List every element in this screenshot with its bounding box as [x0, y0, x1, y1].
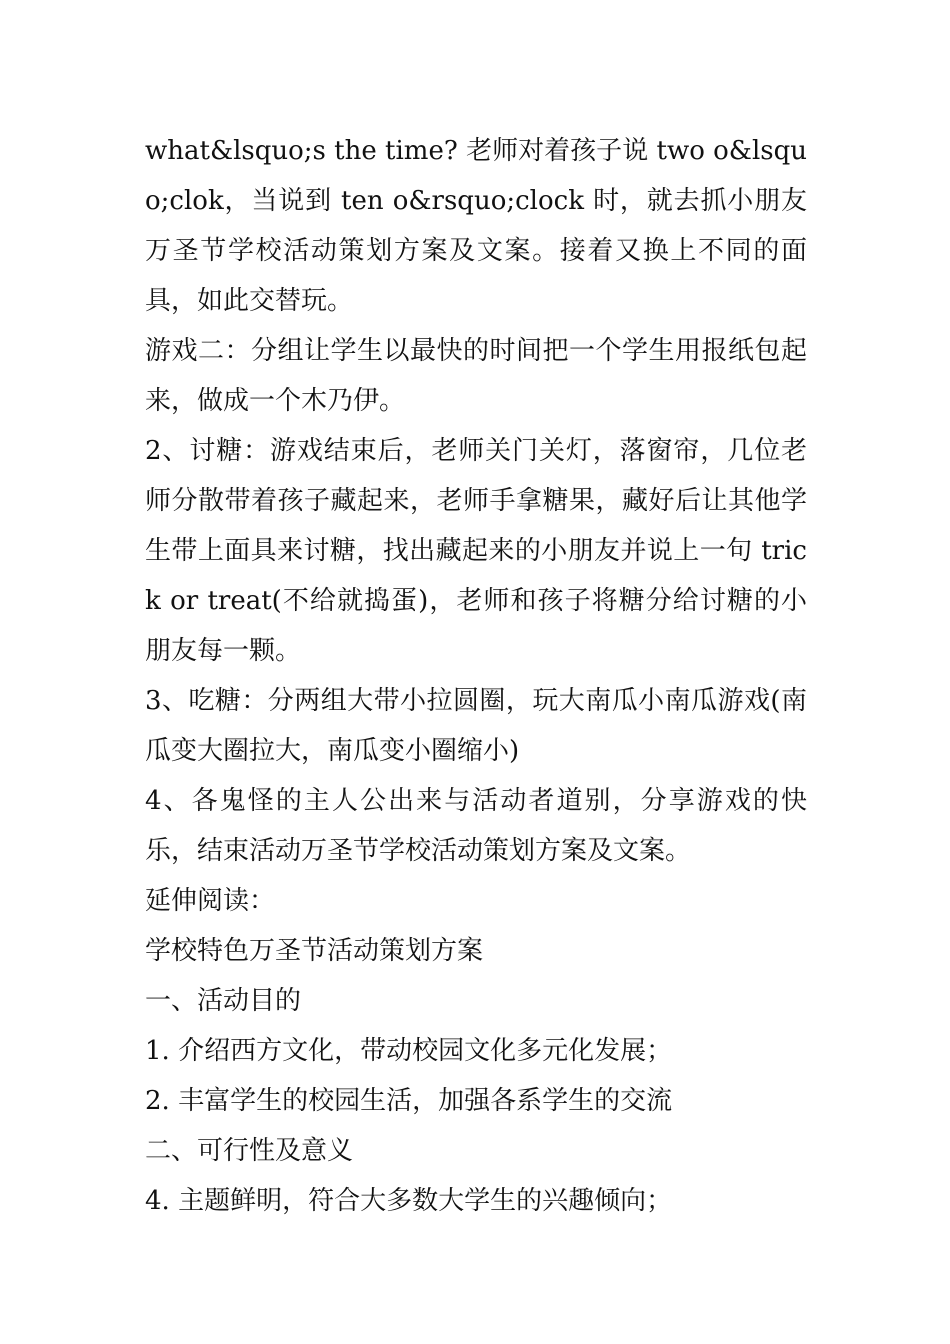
- paragraph-extended-reading: 延伸阅读：: [145, 886, 276, 916]
- section-title: 学校特色万圣节活动策划方案: [145, 936, 484, 966]
- paragraph-eat-candy: 3、吃糖：分两组大带小拉圆圈，玩大南瓜小南瓜游戏(南瓜变大圈拉大，南瓜变小圈缩小): [145, 686, 807, 766]
- paragraph-trick-or-treat: 2、讨糖：游戏结束后，老师关门关灯，落窗帘，几位老师分散带着孩子藏起来，老师手拿糖果，藏好后让其他学生带上面具来讨糖，找出藏起来的小朋友并说上一句 trick or treat(不给就捣蛋)，老师和孩子将糖分给讨糖的小朋友每一颗。: [145, 436, 807, 666]
- document-body: [145, 126, 807, 1226]
- paragraph-farewell: 4、各鬼怪的主人公出来与活动者道别，分享游戏的快乐，结束活动万圣节学校活动策划方案及文案。: [145, 786, 807, 866]
- list-item-1: 1. 介绍西方文化，带动校园文化多元化发展；: [145, 1036, 673, 1066]
- heading-feasibility: 二、可行性及意义: [145, 1136, 354, 1166]
- paragraph-game-one-continued: what&lsquo;s the time? 老师对着孩子说 two o&lsquo;clok，当说到 ten o&rsquo;clock 时，就去抓小朋友万圣节学校活动策划方案及文案。接着又换上不同的面具，如此交替玩。: [145, 136, 807, 316]
- heading-purpose: 一、活动目的: [145, 986, 302, 1016]
- paragraph-game-two: 游戏二：分组让学生以最快的时间把一个学生用报纸包起来，做成一个木乃伊。: [145, 336, 807, 416]
- list-item-2: 2. 丰富学生的校园生活，加强各系学生的交流: [145, 1086, 673, 1116]
- list-item-4: 4. 主题鲜明，符合大多数大学生的兴趣倾向；: [145, 1186, 673, 1216]
